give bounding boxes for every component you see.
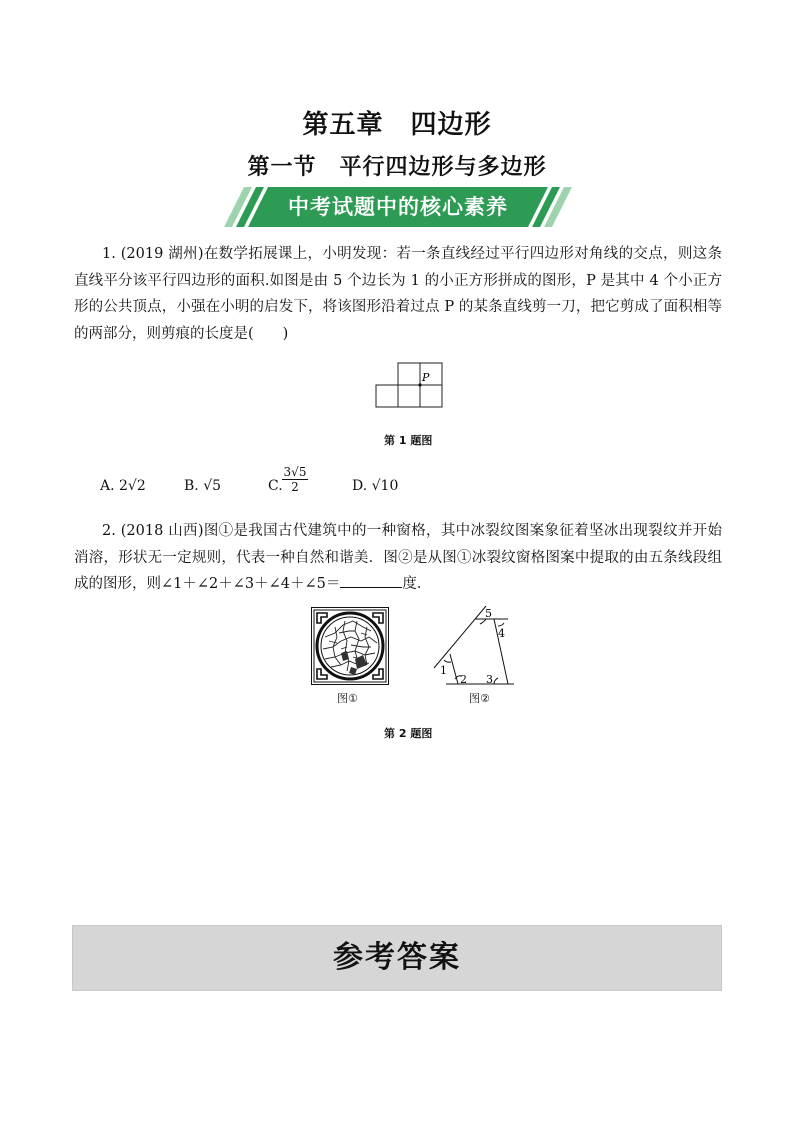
- option-b-value: √5: [203, 478, 222, 494]
- option-c-numerator: 3√5: [283, 465, 307, 479]
- question-2-text: [74, 518, 722, 598]
- banner-text: 中考试题中的核心素养: [288, 195, 508, 219]
- question-1-caption: 第 1 题图: [384, 434, 433, 447]
- option-c-fraction: [282, 465, 308, 494]
- angle-label-3: 3: [486, 673, 493, 686]
- answer-blank[interactable]: [340, 571, 402, 588]
- square-bottom-left: [376, 385, 398, 407]
- angle-label-5: 5: [485, 607, 492, 620]
- option-a-letter: A.: [100, 478, 115, 494]
- ice-crack-window-figure: [311, 607, 389, 685]
- option-c-denominator: 2: [291, 480, 299, 494]
- square-bottom-right: [420, 385, 442, 407]
- five-segment-figure: [430, 604, 514, 688]
- question-2-unit: 度．: [402, 576, 432, 592]
- question-1-text: 1. (2019 湖州)在数学拓展课上，小明发现：若一条直线经过平行四边形对角线的交点，则这条直线平分该平行四边形的面积.如图是由 5 个边长为 1 的小正方形拼成的图形，P 是其中 4 个小正方形的公共顶点，小强在小明的启发下，将该图形沿着过点 P 的某条直线剪一刀，把它剪成了面积相等的两部分，则剪痕的长度是( ): [74, 246, 722, 342]
- option-d-letter: D.: [352, 478, 368, 494]
- option-b[interactable]: [184, 478, 221, 494]
- option-b-letter: B.: [184, 478, 199, 494]
- option-a-value: 2√2: [119, 478, 146, 494]
- point-p-label: P: [422, 371, 430, 384]
- option-a[interactable]: [100, 478, 146, 494]
- question-2-body: 2. (2018 山西)图①是我国古代建筑中的一种窗格，其中冰裂纹图案象征着坚冰出现裂纹并开始消溶，形状无一定规则，代表一种自然和谐美．图②是从图①冰裂纹窗格图案中提取的由五条线段组成的图形，则∠1＋∠2＋∠3＋∠4＋∠5＝: [74, 523, 722, 592]
- angle-label-4: 4: [498, 627, 505, 640]
- option-c[interactable]: [268, 478, 283, 494]
- answer-section-title: 参考答案: [333, 940, 461, 975]
- chapter-title: 第五章 四边形: [302, 110, 492, 140]
- section-title: 第一节 平行四边形与多边形: [247, 155, 547, 180]
- option-c-letter: C.: [268, 478, 283, 494]
- angle-label-2: 2: [460, 673, 467, 686]
- figure-1-caption: 图①: [337, 692, 358, 705]
- figure-2-caption: 图②: [469, 692, 490, 705]
- square-top-left: [398, 363, 420, 385]
- square-bottom-middle: [398, 385, 420, 407]
- option-d-value: √10: [371, 478, 399, 494]
- segment-left: [450, 654, 458, 684]
- segment-long-diagonal: [434, 606, 486, 668]
- question-1-figure: [375, 362, 445, 408]
- question-2-caption: 第 2 题图: [384, 727, 433, 740]
- option-d[interactable]: [352, 478, 398, 494]
- angle-label-1: 1: [440, 664, 447, 677]
